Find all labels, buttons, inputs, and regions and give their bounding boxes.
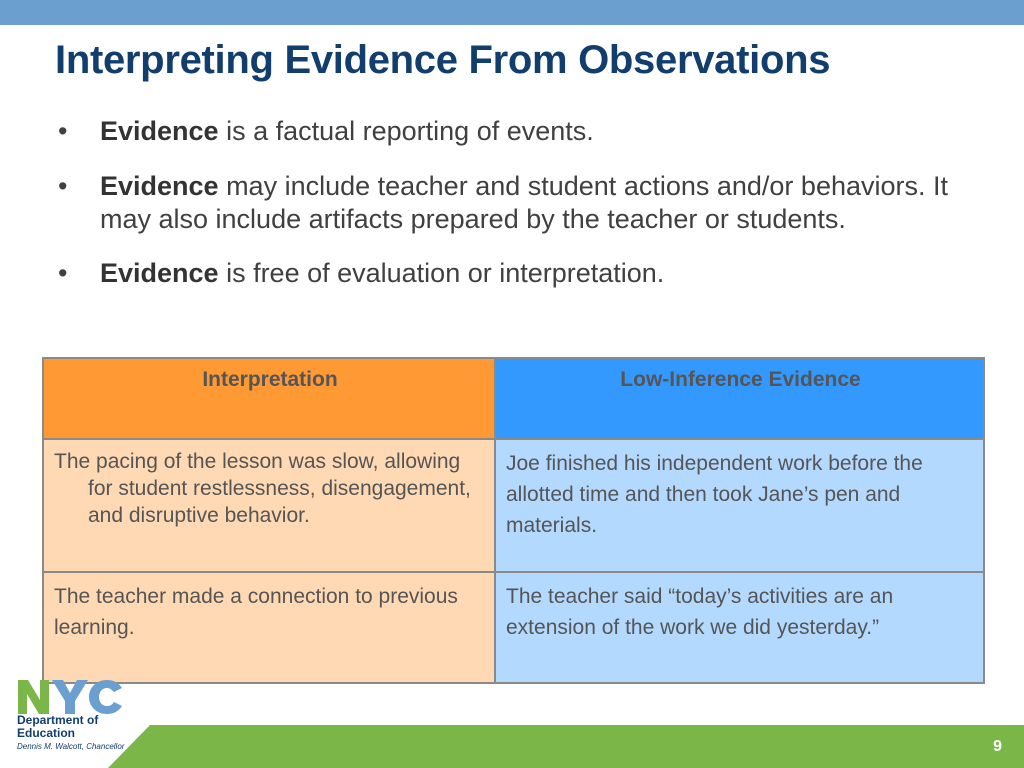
bullet-item xyxy=(58,257,958,290)
bullet-keyword: Evidence xyxy=(100,116,219,146)
bullet-text: is free of evaluation or interpretation. xyxy=(218,258,665,288)
bullet-list xyxy=(58,115,958,312)
bullet-keyword: Evidence xyxy=(100,171,219,201)
evidence-text: Joe finished his independent work before the allotted time and then took Jane’s pen and materials. xyxy=(506,452,923,537)
bullet-item xyxy=(58,115,958,148)
interpretation-cell xyxy=(43,572,495,683)
bullet-text: may include teacher and student actions and/or behaviors. It may also include artifacts prepared by the teacher or students. xyxy=(100,171,948,234)
bottom-green-band xyxy=(0,725,1024,768)
table-header-row xyxy=(43,358,984,439)
table-row xyxy=(43,439,984,572)
interpretation-text: The teacher made a connection to previous learning. xyxy=(54,585,458,640)
bullet-text: is a factual reporting of events. xyxy=(218,116,594,146)
evidence-cell xyxy=(495,572,984,683)
slide-title: Interpreting Evidence From Observations xyxy=(55,38,831,82)
interpretation-text: The pacing of the lesson was slow, allowing for student restlessness, disengagement, and disruptive behavior. xyxy=(54,450,471,527)
bullet-item xyxy=(58,170,958,236)
bullet-marker: • xyxy=(58,116,68,146)
page-number: 9 xyxy=(993,738,1002,755)
column-header-low-inference-evidence: Low-Inference Evidence xyxy=(495,358,984,439)
department-name: Department of Education xyxy=(17,713,99,740)
interpretation-cell xyxy=(43,439,495,572)
bullet-marker: • xyxy=(58,258,68,288)
nyc-logo-mark xyxy=(16,676,126,716)
nyc-doe-logo xyxy=(16,676,136,752)
chancellor-name: Dennis M. Walcott, Chancellor xyxy=(17,742,125,751)
evidence-cell xyxy=(495,439,984,572)
evidence-comparison-table xyxy=(42,357,985,684)
column-header-interpretation: Interpretation xyxy=(43,358,495,439)
bullet-marker: • xyxy=(58,171,68,201)
bullet-keyword: Evidence xyxy=(100,258,219,288)
table-row xyxy=(43,572,984,683)
top-accent-bar xyxy=(0,0,1024,25)
evidence-text: The teacher said “today’s activities are an extension of the work we did yesterday.” xyxy=(506,585,894,640)
